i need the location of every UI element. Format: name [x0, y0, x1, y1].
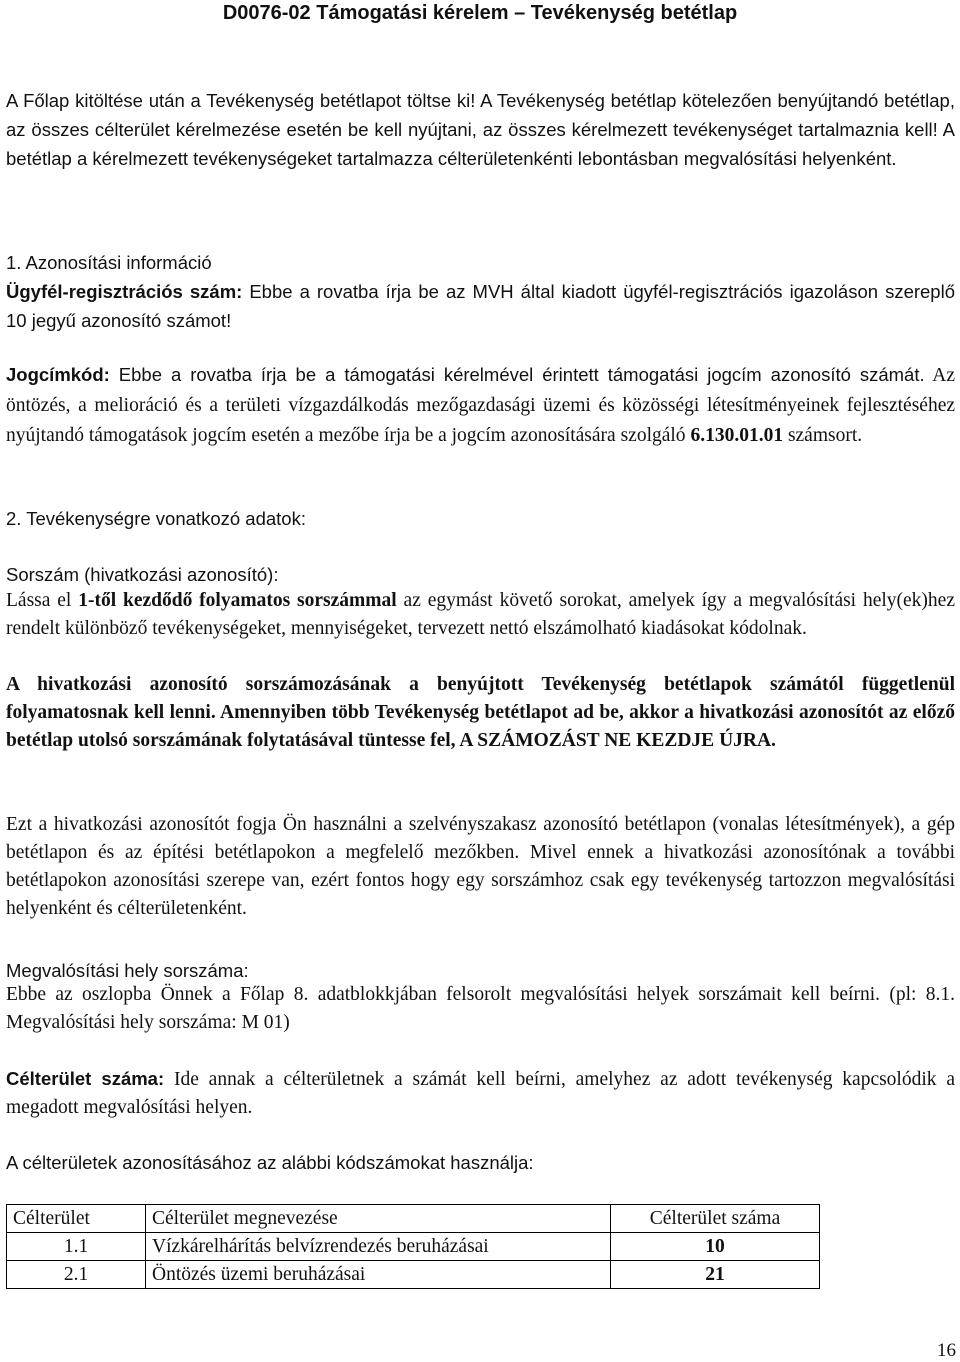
header-cell-megnevezes: Célterület megnevezése [146, 1205, 611, 1233]
sorszam-paragraph-1 [6, 587, 955, 643]
cell-name: Vízkárelhárítás belvízrendezés beruházásai [146, 1233, 611, 1261]
hely-paragraph: Ebbe az oszlopba Önnek a Főlap 8. adatblokkjában felsorolt megvalósítási helyek sorszámait kell beírni. (pl: 8.1. Megvalósítási hely sorszáma: M 01) [6, 984, 955, 1033]
cell-number: 10 [611, 1233, 820, 1261]
celterulet-text: Ide annak a célterületnek a számát kell beírni, amelyhez az adott tevékenység kapcsolódik a megadott megvalósítási helyen. [6, 1069, 955, 1118]
jogcim-code: 6.130.01.01 [690, 425, 784, 446]
sorszam-bold-text: A hivatkozási azonosító sorszámozásának a benyújtott Tevékenység betétlapok számától függetlenül folyamatosnak kell lenni. Amennyiben több Tevékenység betétlapot ad be, akkor a hivatkozási azonosítót az előző betétlap utolsó sorszámának folytatásával tüntesse fel, A SZÁMOZÁST NE KEZDJE ÚJRA. [6, 674, 955, 751]
jogcim-label: Jogcímkód: [6, 364, 110, 385]
hely-heading: Megvalósítási hely sorszáma: [6, 960, 249, 981]
sorszam-p1-a: Lássa el [6, 590, 79, 611]
intro-paragraph: A Főlap kitöltése után a Tevékenység betétlapot töltse ki! A Tevékenység betétlap kötelezően benyújtandó betétlap, az összes célterület kérelmezése esetén be kell nyújtani, az összes kérelmezett tevékenységet tartalmaznia kell! A betétlap a kérelmezett tevékenységeket tartalmazza célterületenkénti lebontásban megvalósítási helyenként. [6, 90, 955, 169]
jogcim-paragraph [6, 360, 955, 450]
ugyfel-paragraph [6, 277, 955, 335]
table-header-row [7, 1205, 820, 1233]
section-1-heading: 1. Azonosítási információ [6, 252, 212, 273]
page-title: D0076-02 Támogatási kérelem – Tevékenység betétlap [222, 2, 738, 24]
jogcim-text-1: Ebbe a rovatba írja be a támogatási kérelmével érintett támogatási jogcím azonosító számát. [109, 364, 925, 385]
table-row [7, 1261, 820, 1289]
jogcim-text-2: Az öntözés, a melioráció és a területi vízgazdálkodás mezőgazdasági üzemi és közösségi létesítményeinek fejlesztéséhez nyújtandó támogatások jogcím esetén a mezőbe írja be a jogcím azonosítására szolgáló [6, 365, 955, 446]
cell-code: 2.1 [7, 1261, 146, 1289]
celterulet-paragraph [6, 1064, 955, 1122]
sorszam-p1-b: 1-től kezdődő folyamatos sorszámmal [78, 590, 397, 611]
header-cell-celterulet: Célterület [7, 1205, 146, 1233]
ugyfel-label: Ügyfél-regisztrációs szám: [6, 281, 243, 302]
codes-intro: A célterületek azonosításához az alábbi kódszámokat használja: [6, 1152, 534, 1173]
header-cell-szama: Célterület száma [611, 1205, 820, 1233]
section-2-heading: 2. Tevékenységre vonatkozó adatok: [6, 508, 306, 529]
ugyfel-text: Ebbe a rovatba írja be az MVH által kiadott ügyfél-regisztrációs igazoláson szereplő 10 jegyű azonosító számot! [6, 281, 955, 331]
table-row [7, 1233, 820, 1261]
cell-name: Öntözés üzemi beruházásai [146, 1261, 611, 1289]
sorszam-bold-paragraph [6, 671, 955, 755]
cell-number: 21 [611, 1261, 820, 1289]
celterulet-label: Célterület száma: [6, 1068, 165, 1089]
jogcim-text-3: számsort. [783, 425, 863, 446]
sorszam-p1-c: az egymást követő sorokat, amelyek így a megvalósítási hely(ek)hez rendelt különböző tevékenységeket, mennyiségeket, tervezett nettó elszámolható kiadásokat kódolnak. [6, 590, 955, 639]
cell-code: 1.1 [7, 1233, 146, 1261]
sorszam-heading: Sorszám (hivatkozási azonosító): [6, 564, 279, 585]
page-number: 16 [937, 1340, 956, 1361]
sorszam-paragraph-2: Ezt a hivatkozási azonosítót fogja Ön használni a szelvényszakasz azonosító betétlapon (vonalas létesítmények), a gép betétlapon és az építési betétlapokon a megfelelő mezőkben. Mivel ennek a hivatkozási azonosítónak a további betétlapokon azonosítási szerepe van, ezért fontos hogy egy sorszámhoz csak egy tevékenység tartozzon megvalósítási helyenként és célterületenként. [6, 814, 955, 919]
celterulet-codes-table [6, 1204, 820, 1289]
